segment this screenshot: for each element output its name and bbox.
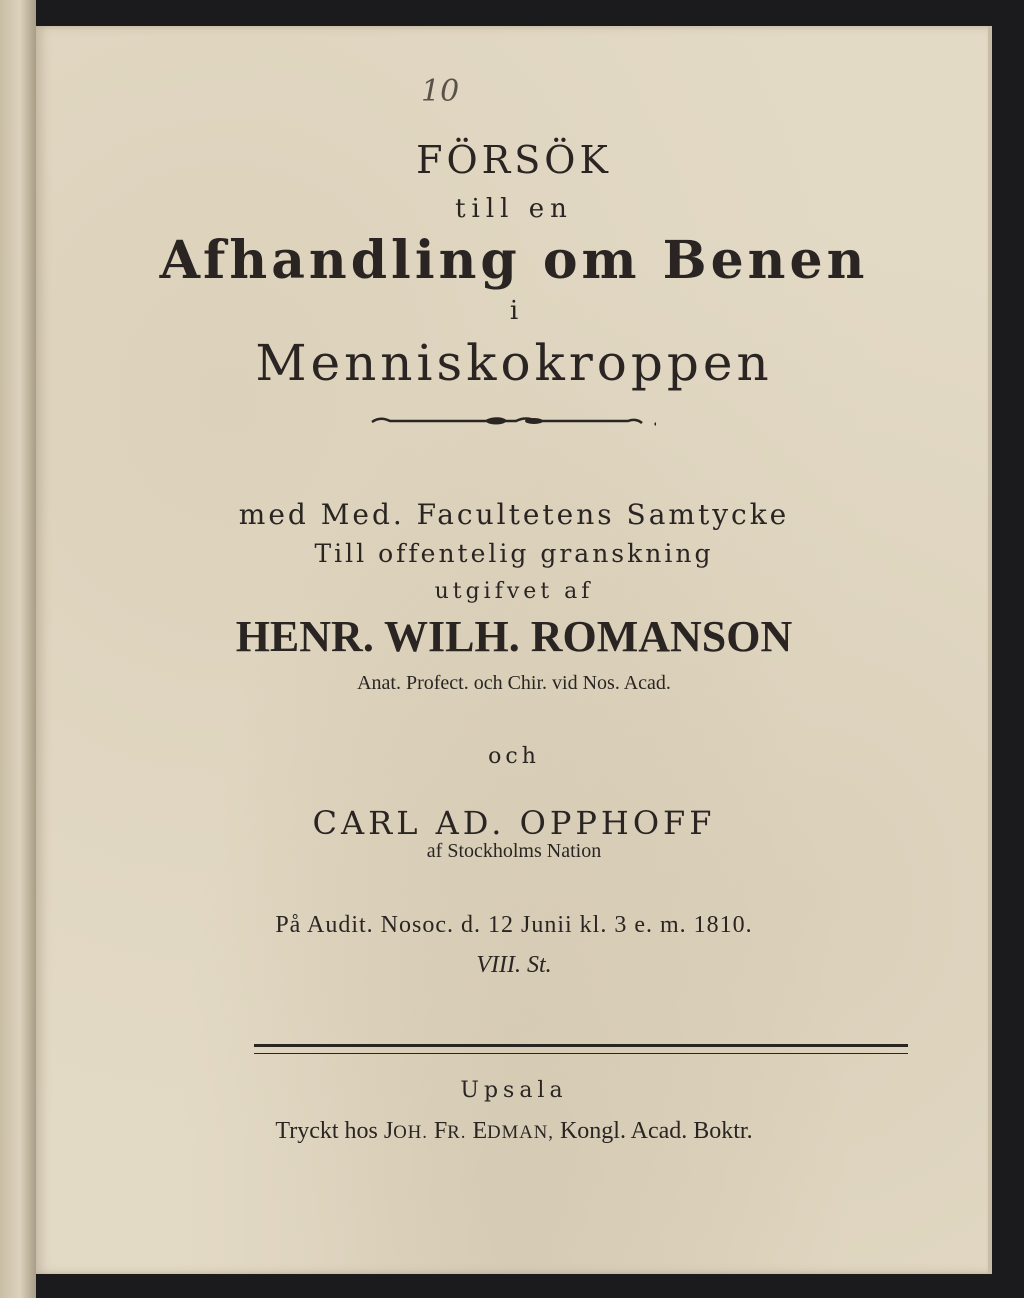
title-i: i bbox=[509, 296, 519, 326]
conjunction-och: och bbox=[488, 744, 540, 769]
published-by-line: utgifvet af bbox=[434, 579, 594, 604]
author-1-title: Anat. Profect. och Chir. vid Nos. Acad. bbox=[357, 672, 671, 694]
title-menniskokroppen: Menniskokroppen bbox=[255, 334, 773, 392]
title-page bbox=[36, 26, 992, 1274]
public-review-line: Till offentelig granskning bbox=[314, 539, 714, 568]
handwritten-page-number: 10 bbox=[421, 74, 460, 109]
printer-joh-initial: J bbox=[383, 1118, 394, 1144]
author-1-name: HENR. WILH. ROMANSON bbox=[235, 612, 793, 661]
ornament-divider bbox=[366, 410, 656, 430]
author-2-title: af Stockholms Nation bbox=[426, 840, 602, 862]
volume-number: VIII. St. bbox=[476, 952, 552, 978]
printer-joh-rest: OH. bbox=[393, 1122, 428, 1143]
title-afhandling: Afhandling om Benen bbox=[159, 230, 869, 291]
title-till-en: till en bbox=[455, 194, 573, 224]
printer-edman-rest: DMAN, bbox=[487, 1122, 554, 1143]
printer-suffix: Kongl. Acad. Boktr. bbox=[559, 1118, 753, 1144]
printer-fr-initial: F bbox=[433, 1118, 448, 1144]
printer-fr-rest: R. bbox=[447, 1122, 467, 1143]
faculty-consent-line: med Med. Facultetens Samtycke bbox=[238, 498, 790, 531]
previous-page-edge bbox=[0, 0, 36, 1298]
author-2-name: CARL AD. OPPHOFF bbox=[312, 804, 716, 842]
printer-prefix: Tryckt hos bbox=[275, 1118, 378, 1144]
imprint-printer-line bbox=[36, 1118, 992, 1145]
imprint-city: Upsala bbox=[460, 1078, 568, 1103]
disputation-date-line: På Audit. Nosoc. d. 12 Junii kl. 3 e. m. 1810. bbox=[275, 912, 753, 938]
double-rule-divider bbox=[254, 1044, 908, 1054]
printer-edman-initial: E bbox=[472, 1118, 488, 1144]
title-forsok: FÖRSÖK bbox=[416, 138, 612, 182]
